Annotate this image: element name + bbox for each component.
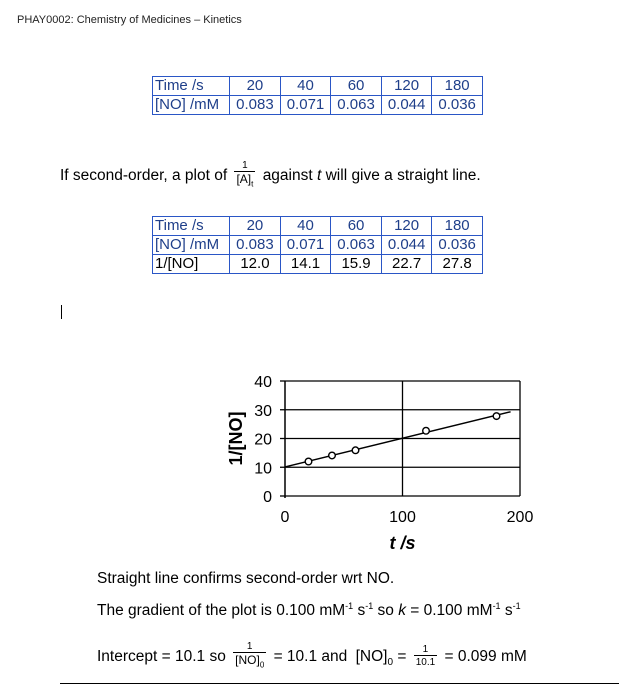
- table-row: [153, 217, 483, 236]
- intercept-text: Intercept = 10.1 so: [97, 647, 226, 665]
- data-table-time-concentration: [152, 76, 483, 115]
- table-row: [153, 96, 483, 115]
- table-cell: 12.0: [230, 255, 281, 274]
- data-point: [423, 427, 430, 434]
- statement-text: against: [262, 166, 313, 184]
- table-cell: 60: [331, 217, 382, 236]
- data-point: [493, 413, 500, 420]
- conclusion-intercept: [97, 641, 527, 672]
- gradient-text: s: [500, 602, 513, 620]
- table-cell: 0.083: [230, 236, 281, 255]
- exponent: -1: [492, 601, 501, 611]
- y-tick-label: 0: [263, 489, 272, 506]
- table-cell: 0.071: [280, 96, 331, 115]
- second-order-statement: [60, 160, 481, 191]
- row-label: 1/[NO]: [153, 255, 230, 274]
- table-cell: 0.044: [381, 96, 432, 115]
- exponent: -1: [512, 601, 521, 611]
- table-cell: 0.036: [432, 96, 483, 115]
- y-tick-label: 20: [254, 431, 272, 449]
- exponent: -1: [345, 601, 354, 611]
- reciprocal-initial-fraction: [233, 641, 266, 672]
- gradient-text: = 0.100 mM: [405, 602, 493, 620]
- fraction-numerator: 1: [422, 643, 429, 655]
- data-table-with-reciprocal: [152, 216, 483, 274]
- statement-text: will give a straight line.: [325, 166, 481, 184]
- fraction-denominator: 10.1: [415, 656, 436, 668]
- table-cell: 40: [280, 217, 331, 236]
- x-tick-label: 0: [280, 509, 290, 526]
- y-tick-label: 10: [254, 460, 272, 478]
- gradient-text: so: [373, 602, 399, 620]
- y-tick-label: 30: [254, 402, 272, 420]
- exponent: -1: [365, 601, 374, 611]
- fraction-denominator: $[NO]_0$: [233, 652, 266, 672]
- row-label: [NO] /mM: [153, 96, 230, 115]
- gradient-text: The gradient of the plot is 0.100 mM: [97, 602, 346, 620]
- table-row: [153, 236, 483, 255]
- x-tick-label: 200: [506, 509, 534, 526]
- table-cell: 22.7: [381, 255, 432, 274]
- table-row: [153, 255, 483, 274]
- table-cell: 20: [230, 217, 281, 236]
- row-label: Time /s: [153, 77, 230, 96]
- table-cell: 27.8: [432, 255, 483, 274]
- time-variable: t: [316, 166, 322, 184]
- table-cell: 120: [381, 77, 432, 96]
- x-tick-label: 100: [389, 509, 416, 526]
- data-point: [352, 447, 359, 454]
- data-point: [329, 452, 336, 459]
- row-label: [NO] /mM: [153, 236, 230, 255]
- row-label: Time /s: [153, 217, 230, 236]
- page-header: PHAY0002: Chemistry of Medicines – Kinetics: [17, 14, 242, 26]
- rate-constant-symbol: k: [398, 602, 406, 620]
- reciprocal-concentration-plot: [215, 365, 560, 560]
- text-cursor: [61, 305, 62, 319]
- table-cell: 20: [230, 77, 281, 96]
- table-cell: 0.036: [432, 236, 483, 255]
- reciprocal-intercept-fraction: [414, 644, 437, 670]
- table-cell: 180: [432, 77, 483, 96]
- fraction-numerator: 1: [242, 160, 248, 171]
- table-cell: 0.063: [331, 236, 382, 255]
- conclusion-gradient: [97, 601, 521, 620]
- conclusion-straight-line: Straight line confirms second-order wrt NO.: [97, 570, 395, 587]
- statement-text: If second-order, a plot of: [60, 166, 228, 184]
- table-cell: 180: [432, 217, 483, 236]
- table-cell: 0.071: [280, 236, 331, 255]
- fraction-numerator: 1: [246, 641, 253, 652]
- table-cell: 15.9: [331, 255, 382, 274]
- initial-concentration: $[NO]_0$: [355, 647, 394, 668]
- table-cell: 0.044: [381, 236, 432, 255]
- table-cell: 60: [331, 77, 382, 96]
- table-row: [153, 77, 483, 96]
- table-cell: 120: [381, 217, 432, 236]
- table-cell: 40: [280, 77, 331, 96]
- intercept-text: = 0.099 mM: [444, 647, 527, 665]
- bottom-rule: [60, 683, 619, 684]
- table-cell: 0.083: [230, 96, 281, 115]
- table-cell: 14.1: [280, 255, 331, 274]
- fit-line: [285, 412, 511, 467]
- data-point: [305, 458, 312, 465]
- fraction-denominator: $[A]_t$: [234, 171, 255, 191]
- gradient-text: s: [353, 602, 366, 620]
- intercept-text: =: [397, 647, 407, 665]
- y-tick-label: 40: [254, 374, 272, 391]
- reciprocal-fraction: [234, 160, 255, 191]
- y-axis-title: 1/[NO]: [226, 411, 246, 466]
- x-axis-title: t /s: [389, 533, 416, 553]
- intercept-text: = 10.1 and: [273, 647, 348, 665]
- table-cell: 0.063: [331, 96, 382, 115]
